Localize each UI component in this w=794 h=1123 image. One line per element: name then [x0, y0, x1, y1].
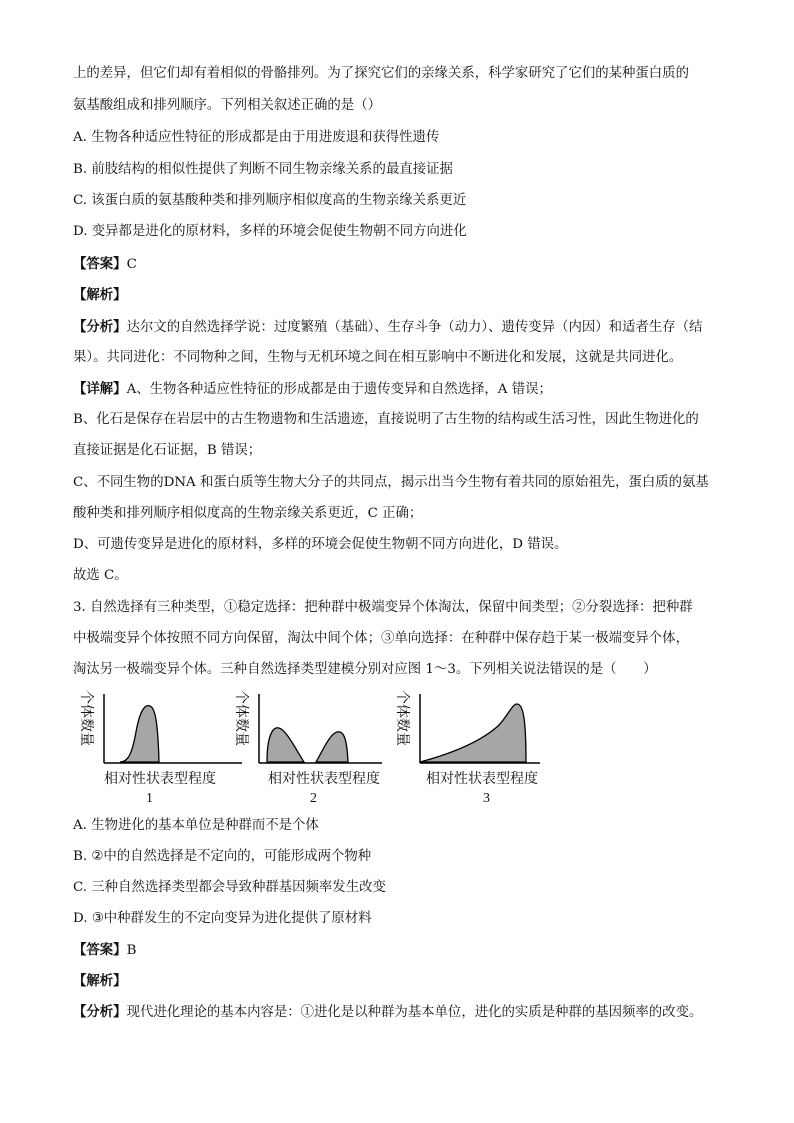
option-d: D. 变异都是进化的原材料，多样的环境会促使生物朝不同方向进化	[73, 224, 467, 239]
q3-fenxi-tag: 【分析】	[73, 1004, 127, 1020]
explanation-c-1: C、不同生物的DNA 和蛋白质等生物大分子的共同点，揭示出当今生物有着共同的原始祖先，蛋白质的氨基	[73, 475, 709, 490]
answer-line	[73, 254, 137, 275]
figure-3-ylabel: 个体数量	[394, 690, 410, 746]
figure-3-number: 3	[483, 791, 490, 806]
fenxi-line	[73, 317, 702, 338]
q3-option-b: B. ②中的自然选择是不定向的，可能形成两个物种	[73, 849, 372, 864]
q3-answer-line	[73, 940, 136, 961]
q3-text-line-2: 中极端变异个体按照不同方向保留，淘汰中间个体；③单向选择：在种群中保存趋于某一极端变异个体，	[73, 631, 689, 646]
q3-option-d: D. ③中种群发生的不定向变异为进化提供了原材料	[73, 911, 372, 926]
q3-answer-tag: 【答案】	[73, 942, 127, 958]
q3-analysis-tag: 【解析】	[73, 973, 127, 989]
figure-1-xlabel: 相对性状表型程度	[104, 771, 216, 787]
q3-option-a: A. 生物进化的基本单位是种群而不是个体	[73, 818, 319, 833]
fenxi-line-2: 果）。共同进化：不同物种之间，生物与无机环境之间在相互影响中不断进化和发展，这就是共同进化。	[73, 350, 683, 365]
q3-analysis-heading	[73, 971, 127, 992]
conclusion-line: 故选 C。	[73, 568, 128, 583]
figure-2-number: 2	[310, 791, 317, 806]
q3-fenxi-text: 现代进化理论的基本内容是：①进化是以种群为基本单位，进化的实质是种群的基因频率的改变。	[126, 1005, 703, 1020]
figure-2-ylabel: 个体数量	[233, 690, 249, 746]
fenxi-text: 达尔文的自然选择学说：过度繁殖（基础）、生存斗争（动力）、遗传变异（内因）和适者生存（结	[126, 320, 703, 335]
figure-3	[394, 690, 540, 806]
answer-value: C	[126, 257, 137, 272]
figure-1	[78, 690, 242, 806]
figure-3-curve	[420, 704, 526, 762]
q3-text-line-3: 淘汰另一极端变异个体。三种自然选择类型建模分别对应图 1～3。下列相关说法错误的是（ ）	[73, 662, 657, 677]
option-b: B. 前肢结构的相似性提供了判断不同生物亲缘关系的最直接证据	[73, 162, 453, 177]
figure-1-number: 1	[146, 791, 153, 806]
explanation-d-1: D、可遗传变异是进化的原材料，多样的环境会促使生物朝不同方向进化，D 错误。	[73, 537, 568, 552]
figure-2-xlabel: 相对性状表型程度	[268, 771, 380, 787]
selection-figures	[60, 688, 560, 808]
q3-answer-value: B	[126, 943, 137, 958]
figure-1-curve	[120, 706, 159, 762]
q3-fenxi-line	[73, 1002, 702, 1023]
explanation-b-2: 直接证据是化石证据，B 错误；	[73, 443, 262, 458]
option-c: C. 该蛋白质的氨基酸种类和排列顺序相似度高的生物亲缘关系更近	[73, 193, 467, 208]
figure-1-ylabel: 个体数量	[78, 690, 94, 746]
xiangjie-line	[73, 379, 552, 400]
q3-text-line-1: 3. 自然选择有三种类型，①稳定选择：把种群中极端变异个体淘汰，保留中间类型；②分裂选择：把种群	[73, 600, 693, 615]
figure-2-left-peak	[267, 728, 304, 762]
analysis-tag: 【解析】	[73, 287, 127, 303]
selection-figures-svg	[60, 688, 560, 808]
q3-option-c: C. 三种自然选择类型都会导致种群基因频率发生改变	[73, 880, 386, 895]
question-text-line: 上的差异，但它们却有着相似的骨骼排列。为了探究它们的亲缘关系，科学家研究了它们的某种蛋白质的	[73, 66, 689, 81]
xiangjie-text: A、生物各种适应性特征的形成都是由于遗传变异和自然选择，A 错误；	[126, 382, 552, 397]
figure-3-xlabel: 相对性状表型程度	[426, 771, 538, 787]
xiangjie-tag: 【详解】	[73, 381, 127, 397]
explanation-b-1: B、化石是保存在岩层中的古生物遗物和生活遗迹，直接说明了古生物的结构或生活习性，因此生物进化的	[73, 412, 699, 427]
figure-2	[233, 690, 382, 806]
question-text-line: 氨基酸组成和排列顺序。下列相关叙述正确的是（）	[73, 98, 381, 113]
fenxi-tag: 【分析】	[73, 319, 127, 335]
figure-2-right-peak	[316, 732, 348, 762]
option-a: A. 生物各种适应性特征的形成都是由于用进废退和获得性遗传	[73, 130, 440, 145]
analysis-heading	[73, 285, 127, 306]
answer-tag: 【答案】	[73, 256, 127, 272]
explanation-c-2: 酸种类和排列顺序相似度高的生物亲缘关系更近，C 正确；	[73, 506, 423, 521]
